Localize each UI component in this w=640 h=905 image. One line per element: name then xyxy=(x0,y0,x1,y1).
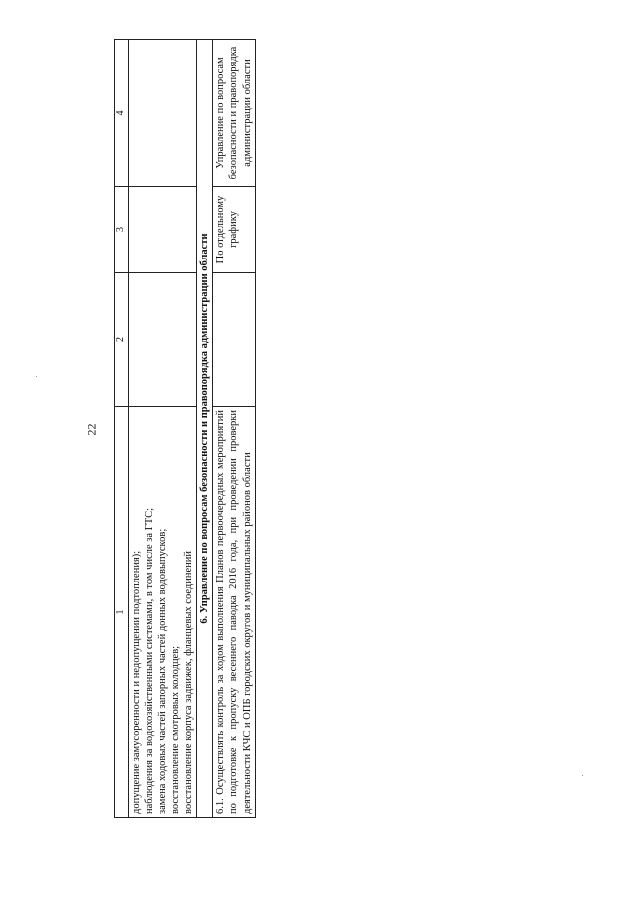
list-item: наблюдения за водохозяйственными системами, в том числе за ГТС; xyxy=(143,507,155,814)
table-rotator xyxy=(114,40,294,818)
header-col-2: 2 xyxy=(115,273,129,407)
section-row xyxy=(197,40,213,818)
page-number: 22 xyxy=(84,423,99,436)
scan-speck xyxy=(582,775,583,776)
header-col-1: 1 xyxy=(115,407,129,818)
plan-table xyxy=(114,39,256,818)
empty-cell xyxy=(128,40,197,187)
participants-cell xyxy=(213,273,255,407)
header-col-4: 4 xyxy=(115,40,129,187)
responsible-cell: Управление по вопросам безопасности и правопорядка администрации области xyxy=(213,40,255,187)
list-item: восстановление корпуса задвижек, фланцевых соединений xyxy=(183,551,194,814)
section-title: 6. Управление по вопросам безопасности и правопорядка администрации области xyxy=(197,40,213,818)
landscape-table-wrapper xyxy=(114,40,294,818)
empty-cell xyxy=(128,187,197,273)
list-item: замена ходовых частей запорных частей донных водовыпусков; xyxy=(156,528,168,814)
empty-cell xyxy=(128,273,197,407)
deadline-cell: По отдельному графику xyxy=(213,187,255,273)
continued-row xyxy=(128,40,197,818)
list-item: допущение замусоренности и недопущении подтопления); xyxy=(130,550,142,814)
header-col-3: 3 xyxy=(115,187,129,273)
scan-speck xyxy=(36,376,37,377)
header-row xyxy=(115,40,129,818)
continued-items-cell xyxy=(128,407,197,818)
list-item: восстановление смотровых колодцев; xyxy=(169,645,181,814)
task-cell: 6.1. Осуществлять контроль за ходом выполнения Планов первоочередных мероприятий по подготовке к пропуску весеннего паводка 2016 года, при проведении проверки деятельности КЧС и ОПБ городских округов и муниципальных районов области xyxy=(213,407,255,818)
table-row xyxy=(213,40,255,818)
